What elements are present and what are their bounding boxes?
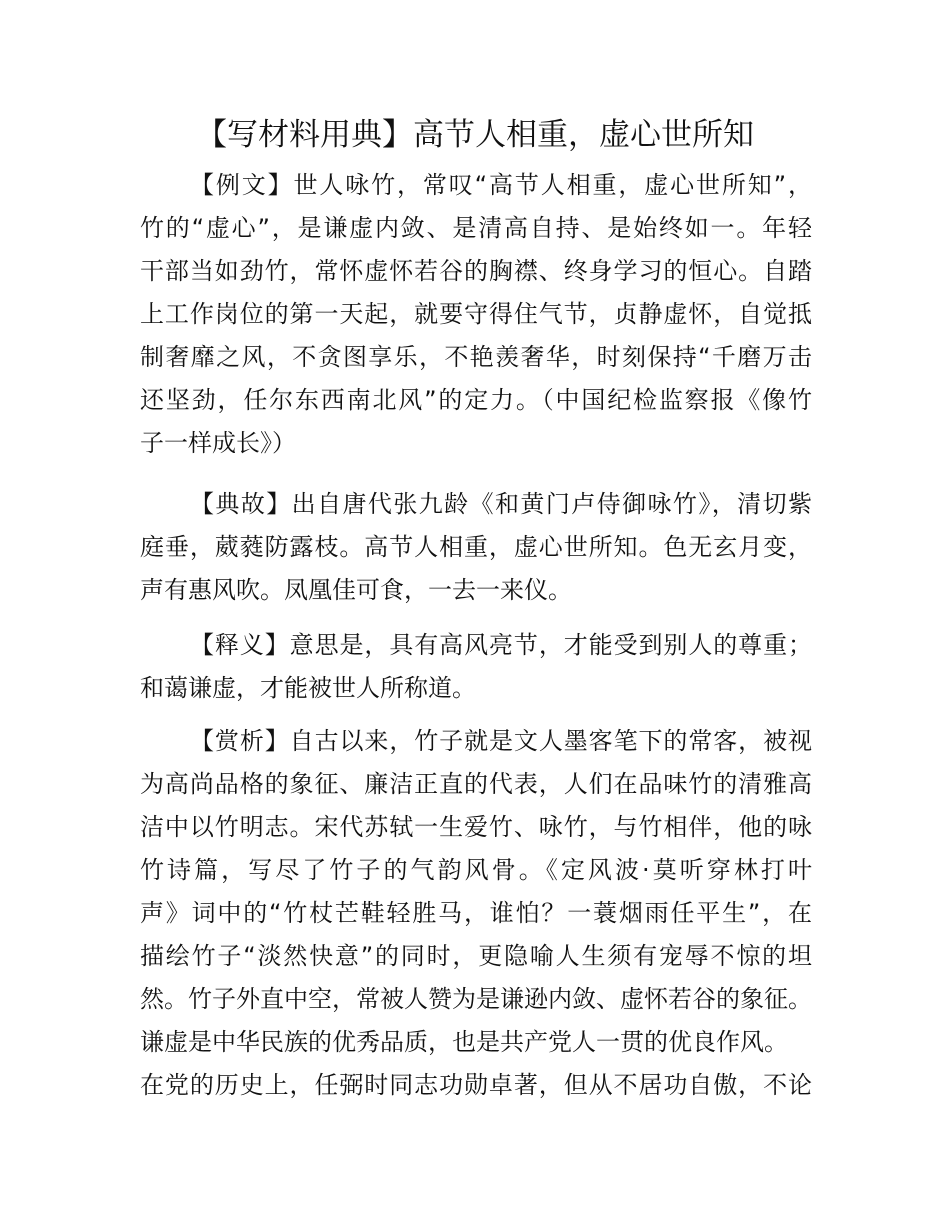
text-line: 为高尚品格的象征、廉洁正直的代表，人们在品味竹的清雅高 [140,770,812,798]
text-line: 【典故】出自唐代张九龄《和黄门卢侍御咏竹》，清切紫 [190,490,812,518]
text-line: 和蔼谦虚，才能被世人所称道。 [140,674,476,702]
document-title: 【写材料用典】高节人相重，虚心世所知 [196,117,754,153]
paragraph-meaning [140,624,812,710]
text-line: 然。竹子外直中空，常被人赞为是谦逊内敛、虚怀若谷的象征。 [140,985,812,1013]
text-line: 【释义】意思是，具有高风亮节，才能受到别人的尊重； [190,631,812,659]
text-line: 【例文】世人咏竹，常叹“高节人相重，虚心世所知”， [190,171,812,199]
text-line: 还坚劲，任尔东西南北风”的定力。（中国纪检监察报《像竹 [140,386,812,414]
text-line: 描绘竹子“淡然快意”的同时，更隐喻人生须有宠辱不惊的坦 [140,942,812,970]
text-line: 上工作岗位的第一天起，就要守得住气节，贞静虚怀，自觉抵 [140,300,812,328]
text-line: 声有惠风吹。凤凰佳可食，一去一来仪。 [140,576,572,604]
text-line: 竹诗篇，写尽了竹子的气韵风骨。《定风波·莫听穿林打叶 [140,856,812,884]
text-line: 庭垂，葳蕤防露枝。高节人相重，虚心世所知。色无玄月变， [140,533,812,561]
text-line: 在党的历史上，任弼时同志功勋卓著，但从不居功自傲，不论 [140,1071,812,1099]
paragraph-example [140,164,812,465]
text-line: 谦虚是中华民族的优秀品质，也是共产党人一贯的优良作风。 [140,1028,788,1056]
text-line: 洁中以竹明志。宋代苏轼一生爱竹、咏竹，与竹相伴，他的咏 [140,813,812,841]
text-line: 子一样成长》） [140,429,296,457]
text-line: 干部当如劲竹，常怀虚怀若谷的胸襟、终身学习的恒心。自踏 [140,257,812,285]
text-line: 制奢靡之风，不贪图享乐，不艳羡奢华，时刻保持“千磨万击 [140,343,812,371]
text-line: 【赏析】自古以来，竹子就是文人墨客笔下的常客，被视 [190,727,812,755]
paragraph-allusion [140,483,812,612]
text-line: 声》词中的“竹杖芒鞋轻胜马，谁怕？一蓑烟雨任平生”，在 [140,899,812,927]
text-line: 竹的“虚心”，是谦虚内敛、是清高自持、是始终如一。年轻 [140,214,812,242]
paragraph-analysis [140,720,812,1107]
